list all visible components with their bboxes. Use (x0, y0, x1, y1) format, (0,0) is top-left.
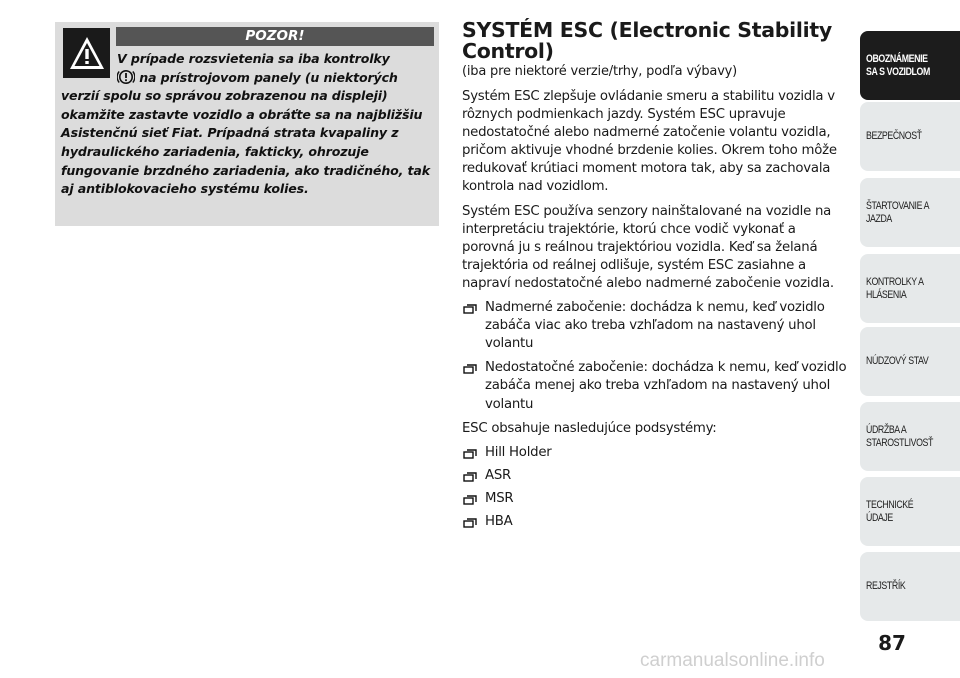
tab-bezpecnost[interactable]: BEZPEČNOSŤ (860, 102, 960, 171)
tab-udrzba[interactable]: ÚDRŽBA A STAROSTLIVOSŤ (860, 402, 960, 471)
paragraph: Systém ESC zlepšuje ovládanie smeru a stabilitu vozidla v rôznych podmienkach jazdy. Systém ESC upravuje nedostatočné alebo nadmerné zatočenie volantu vozidla, pričom aktivuje vhodné brzdenie kolies. Okrem toho môže redukovať krútiaci moment motora tak, aby sa zachovala kontrola nad vozidlom. (462, 89, 837, 195)
list-item: MSR (462, 490, 852, 508)
page-number: 87 (878, 631, 906, 655)
warning-heading: POZOR! (116, 27, 434, 46)
section-subtitle: (iba pre niektoré verzie/trhy, podľa výbavy) (462, 64, 738, 79)
tab-technicke-udaje[interactable]: TECHNICKÉ ÚDAJE (860, 477, 960, 546)
paragraph: ESC obsahuje nasledujúce podsystémy: (462, 420, 717, 436)
list-item: ASR (462, 467, 852, 485)
checkbox-bullet-icon (463, 518, 478, 528)
paragraph: Systém ESC používa senzory nainštalované na vozidle na interpretáciu trajektórie, ktorú chce vodič vykonať a porovná ju s reálnou trajektóriou vozidla. Keď sa želaná trajektória od reálnej odlišuje, systém ESC zasiahne a napraví nedostatočné alebo nadmerné zabočenie vozidla. (462, 203, 834, 291)
checkbox-bullet-icon (463, 449, 478, 459)
brake-warning-lamp-icon (117, 69, 135, 85)
tab-rejstrik[interactable]: REJSTŘÍK (860, 552, 960, 621)
tab-startovanie[interactable]: ŠTARTOVANIE A JAZDA (860, 178, 960, 247)
warning-box (55, 22, 439, 226)
warning-text (61, 50, 433, 199)
checkbox-bullet-icon (463, 304, 478, 314)
checkbox-bullet-icon (463, 364, 478, 374)
watermark: carmanualsonline.info (640, 650, 825, 671)
tab-oboznamenie[interactable]: OBOZNÁMENIE SA S VOZIDLOM (860, 31, 960, 100)
list-item: Hill Holder (462, 444, 852, 462)
checkbox-bullet-icon (463, 495, 478, 505)
list-item: HBA (462, 513, 852, 531)
tab-kontrolky[interactable]: KONTROLKY A HLÁSENIA (860, 254, 960, 323)
warning-line-2: na prístrojovom panely (u niektorých (135, 69, 398, 85)
list-item: Nedostatočné zabočenie: dochádza k nemu, keď vozidlo zabáča menej ako treba vzhľadom na nastavený uhol volantu (462, 359, 852, 413)
main-content (462, 20, 852, 536)
list-item: Nadmerné zabočenie: dochádza k nemu, keď vozidlo zabáča viac ako treba vzhľadom na nastavený uhol volantu (462, 299, 852, 353)
tab-nudzovy-stav[interactable]: NÚDZOVÝ STAV (860, 327, 960, 396)
section-title: SYSTÉM ESC (Electronic Stability Control) (462, 18, 832, 63)
warning-rest: verzií spolu so správou zobrazenou na displeji) okamžite zastavte vozidlo a obráťte sa na najbližšiu Asistenčnú sieť Fiat. Prípadná strata kvapaliny z hydraulického zariadenia, fakticky, ohrozuje fungovanie brzdného zariadenia, ako tradičného, tak aj antiblokovacieho systému kolies. (61, 88, 430, 197)
warning-line-1: V prípade rozsvietenia sa iba kontrolky (117, 51, 390, 66)
checkbox-bullet-icon (463, 472, 478, 482)
